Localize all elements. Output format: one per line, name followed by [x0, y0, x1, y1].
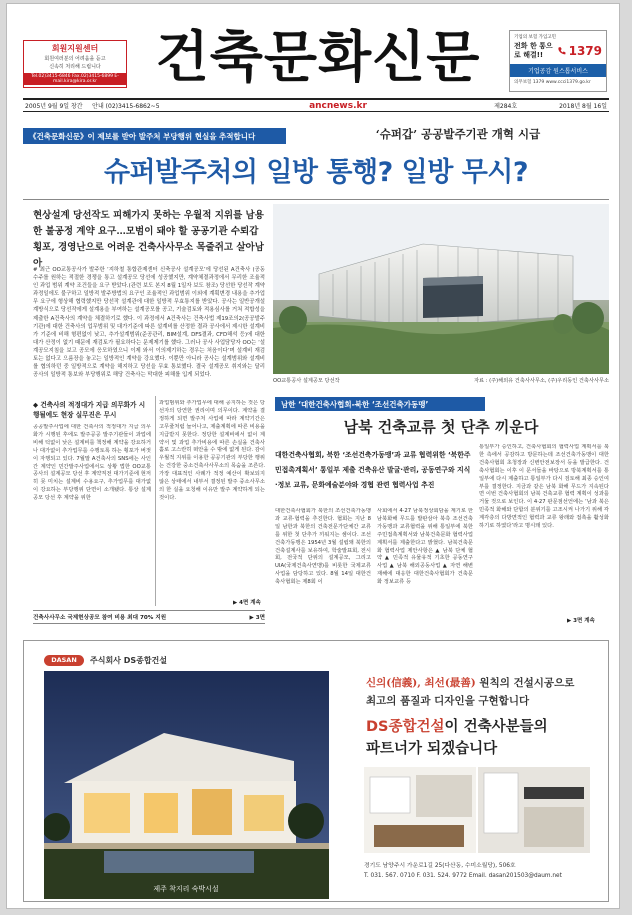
interior-illustration	[364, 767, 590, 853]
building-illustration	[273, 204, 609, 374]
bottom-strip-continued[interactable]: ▶ 3면	[249, 615, 265, 621]
masthead	[7, 4, 620, 96]
phone-icon	[557, 46, 566, 56]
insurance-ad-url: 의무보험 1379 www.ccci1379.go.kr	[514, 80, 591, 85]
ad-address-line1: 경기도 남양주시 가운로1길 25(다산동, 수미소월당), 506호	[364, 863, 516, 869]
lead-body: # 최근 OO교통공사가 발주한 ‘지하철 통합관제센터 신축공사 설계공모’에 당선된 A건축사 (공동수주를 원하는 적절한 경쟁을 통고 설계공모 당선에 성공했지만, 계약체결과정에서 무리한 조율적인 과업 범위 계약 조건들을 요구 받았다.(관련 보도 본지 8월 1일자 보도 참조) 당선한 당선작 계약과정일에도 불구하고 일방적 발주방법의 요구인 조율적인 과업범위 이외에 계획변경 내용을 추가업무 요구에 형상해 협력했지만 당선작 설계관에 대한 일방적 무효통지를 받았다. 공사는 일반공개설계방식으로 당선작에게 설계용을 부여하는 설계공모를 공고, 기술검토와 적용심사를 거쳐 적합성을 제출한 A건축사의 계약을 체결하기로 했다. 이 과정에서 A건축사는 건축사법 제19조의2(공공발주기관)에 대한 건축사의 업무범위 및 대가기준에 따른 설계비를 산정한 결과 공사에서 제시한 설계비가 기준에 비해 형편없이 낮고, 추가설계범위(준공관리, BIM설계, DFS결과, CFD해석 등)에 대한 대가 산정이 없기 때문에 재검토가 필요하다는 문제제기를 했다. 그러나 공사 사업담당자 OO는 ‘설계공모지침을 보고 공모에 응모하였으니 이제 와서 이의제기하는 경우는 처음이다’며 설계비 재검토는 없다고 으름장을 놓고는 일방적인 계약을 강요했다. 이뿐만 아니라 공사는 설계범위와 설계비를 협의하던 중 일방적으로 계약을 해지하고 당선을 무효 통보했다. 결국 설계공모 취지와는 달리 공사의 일방적 통보와 부당행위로 해당 건축사는 막대한 피해를 입게 되었다.	[33, 267, 265, 379]
bottom-strip	[33, 610, 265, 624]
caption-left: OO교통공사 설계공모 당선작	[273, 378, 340, 384]
col2-text: 과업범위와 추가업무에 대해 공지하는 것은 당선자의 당연한 권리이며 의무이다. 계약을 결정하게 되면 발주처 사업에 따라 계약기간은 고무줄처럼 늘어나고, 제출계획에 따른 비용을 지급받지 못한다. 정당한 설계비에서 없이 계약서 및 과업 추가비용에 따른 손실을 건축사 홀로 고스란히 떠안을 수 밖에 없게 된다. 감이 우월적 지위를 이용한 공공기관의 부당한 행위는 건강한 중소건축사사무소의 목숨을 조른다. 가장 대표적인 사례가 적정 예산이 확보되지 않은 상태에서 내부서 결정된 발주 중소사무소의 한 실을 요청해 이유만 발주 계약하게 되는 것이다.	[159, 400, 265, 501]
ad-line3	[366, 715, 548, 736]
issue-number: 제284호	[494, 103, 518, 110]
ds-construction-ad	[23, 640, 609, 902]
divider	[23, 199, 609, 200]
member-support-line2: 신속히 처리해 드립니다	[49, 64, 101, 70]
second-col-a: 대한건축사협회가 북한의 조선건축가동맹과 교류·협력을 추진한다. 협회는 지난 8일 남한과 북한의 건축전문가단체간 교류를 위한 첫 단추가 끼워지는 셈이다. 조선건축가동맹은 1954년 3월 설립돼 북한의 건축설계사를 보유하여, 학술발표회, 전시회, 전국적 단위의 설계공모, 그리고 UIA(국제건축사연맹)를 비롯한 국제교류사업을 담당하고 있다. 8월 14일 대한건축사협회는 제8회 이	[275, 508, 371, 586]
continued-4[interactable]: ▶ 4면 계속	[233, 600, 261, 606]
ad-line1-highlight: 신의(信義), 최선(最善)	[366, 677, 476, 689]
insurance-ad-bar: 기업공감 원스톱서비스	[510, 64, 606, 77]
ad-address-line2: T. 031. 567. 0710 F. 031. 524. 9772 Email. dasan201503@daum.net	[364, 873, 562, 879]
phone-info: 안내 (02)3415-6862~5	[92, 103, 160, 110]
lead-kicker: 《건축문화신문》이 제보를 받아 발주처 부당행위 현실을 추적합니다	[23, 128, 286, 144]
insurance-ad-main	[510, 40, 606, 62]
house-caption: 제주 착지리 숙박시설	[153, 885, 219, 893]
insurance-ad-number: 1379	[568, 44, 602, 58]
ad-line3-rest: 이 건축사분들의	[444, 719, 548, 735]
col1-heading: ◆ 건축사의 적정대가 지급 의무화가 시행될에도 현장 실무진은 무시	[33, 401, 146, 419]
building-photo	[273, 204, 609, 374]
bottom-strip-label: 건축사사무소 국제현상공모 참여 비용 최대 70% 지원	[33, 615, 167, 621]
ad-address	[364, 861, 562, 881]
lead-deck: 현상설계 당선작도 피해가지 못하는 우월적 지위를 남용한 불공정 계약 요구…모범이 돼야 할 공공기관 수뢰갑 횡포, 경영난으로 어려운 건축사사무소 목줄쥐고 살아남아	[33, 210, 264, 269]
ad-line3-highlight: DS종합건설	[366, 719, 445, 735]
lead-headline: 슈퍼발주처의 일방 통행? 일방 무시?	[103, 157, 529, 188]
second-col-b: 사회에서 4·27 남북정상회담을 계기로 한 남북화해 무드를 발판삼아 북측 조선건축가동맹과 교류협력을 위해 통일부에 북한주민접촉계획서와 남북건축문화 협력사업 계획서를 제출한다고 밝혔다. 남북건축문화 협력사업 제안사항은 ▲ 남북 단체 협약 ▲ 민족적 유물유적 기초한 공동연구 사업 ▲ 남북 해외공동사업 ▲ 자연 해변 재해에 대응한 대한건축사협회가 건축문화 정보교류 등	[377, 508, 473, 586]
interior-photo	[364, 767, 590, 853]
ad-line1	[366, 675, 574, 690]
member-support-title: 회원지원센터	[24, 43, 126, 54]
issue-date: 2018년 8월 16일	[559, 103, 607, 110]
ad-company-name: 주식회사 DS종합건설	[90, 656, 168, 665]
second-deck: 대한건축사협회, 북한 ‘조선건축가동맹’과 교류 협력위한 ‘북한주민접촉계획서’ 통일부 제출 건축유산 발굴·관리, 공동연구와 지식·정보 교류, 문화예술분야와 경협 관련 협력사업 추진	[275, 451, 471, 489]
insurance-ad-box	[509, 30, 607, 92]
second-tag: 남한 ‘대한건축사협회-북한 ‘조선건축가동맹’	[275, 397, 485, 411]
insurance-ad-text: 전화 한 통으로 해결!!	[514, 42, 553, 59]
ad-line2: 최고의 품질과 디자인을 구현합니다	[366, 695, 530, 707]
caption-right: 자료 : (주)해외유 건축사사무소, (주)우리동인 건축사사무소	[474, 378, 609, 384]
second-continued[interactable]: ▶ 3면 계속	[567, 618, 595, 624]
lead-subhead: ‘슈퍼갑’ 공공발주기관 개혁 시급	[375, 127, 541, 141]
paper-title: 건축문화신문	[155, 24, 481, 89]
house-photo	[44, 671, 329, 899]
site-url[interactable]: ancnews.kr	[309, 100, 367, 111]
ad-line1-rest: 원칙의 건설시공으로	[475, 677, 575, 689]
founded-date: 2005년 9월 9일 창간	[25, 103, 83, 110]
member-support-contact: Tel.02)3415-6846 Fax.02)3415-6899 E-mail.kira@kira.or.kr	[24, 73, 126, 85]
dateline	[23, 98, 609, 112]
insurance-ad-top: 기업의 보험 가입고민	[514, 35, 556, 40]
second-col-c: 통일부가 승인하고, 건축사협회의 협력사업 계획서를 북한 측에서 공감하고 방문하는데 조선건축가동맹이 대한건축사협회 초청장과 신변안전보장서 등을 발급한다. 건축사협회는 이후 이 문서들을 바탕으로 방북계획서를 통일부에 다시 제출하고 통일부가 다시 검토해 최종 승인여부를 결정한다. 지금과 같은 남북 화해 무드가 지속된다면 이번 건축사협회의 남북 건축교류 협력 계획이 성과를 거둘 것으로 보인다. 이 4·27 판문점선언에는 ‘남과 북은 민족적 화해와 단합의 분위기를 고조시켜 나가기 위해 각계각층의 다방면적인 협력과 교류 왕래와 접촉을 활성화하기로 하였다’라고 명시돼 있다.	[479, 444, 609, 530]
house-illustration	[44, 671, 329, 899]
newspaper-page	[6, 3, 620, 909]
member-support-line1: 회원여러분의 어려움을 듣고	[44, 56, 106, 62]
dasan-logo: DASAN	[44, 655, 84, 666]
ad-line4: 파트너가 되겠습니다	[366, 741, 498, 757]
second-headline: 남북 건축교류 첫 단추 끼운다	[343, 418, 539, 436]
col1-text: 공공발주사업에 대한 건축사의 적정대가 지급 의무화가 시행된 후에도 발주공공 발주기관들이 과업에 비해 턱없이 낮은 설계비를 책정해 계약을 강요하거나 대가없이 추가업무를 수행토록 하는 횡포가 버젓이 자행되고 있다. 7월말 A건축사의 SNS에는 사인 간 계약인 민간발주사업에서도 상황 법한 OO교통공사의 설계공모 당선 후 계약직전 대가기준에 현저히 못 미치는 설계비 수용요구, 추가업무를 대가없이 강요하는 부당행위 단면이 소개됐다. 통상 설계공모 당선 후 계약을 위한	[33, 424, 151, 502]
photo-caption	[273, 377, 609, 384]
member-support-box	[23, 40, 127, 88]
column-divider	[155, 396, 156, 606]
